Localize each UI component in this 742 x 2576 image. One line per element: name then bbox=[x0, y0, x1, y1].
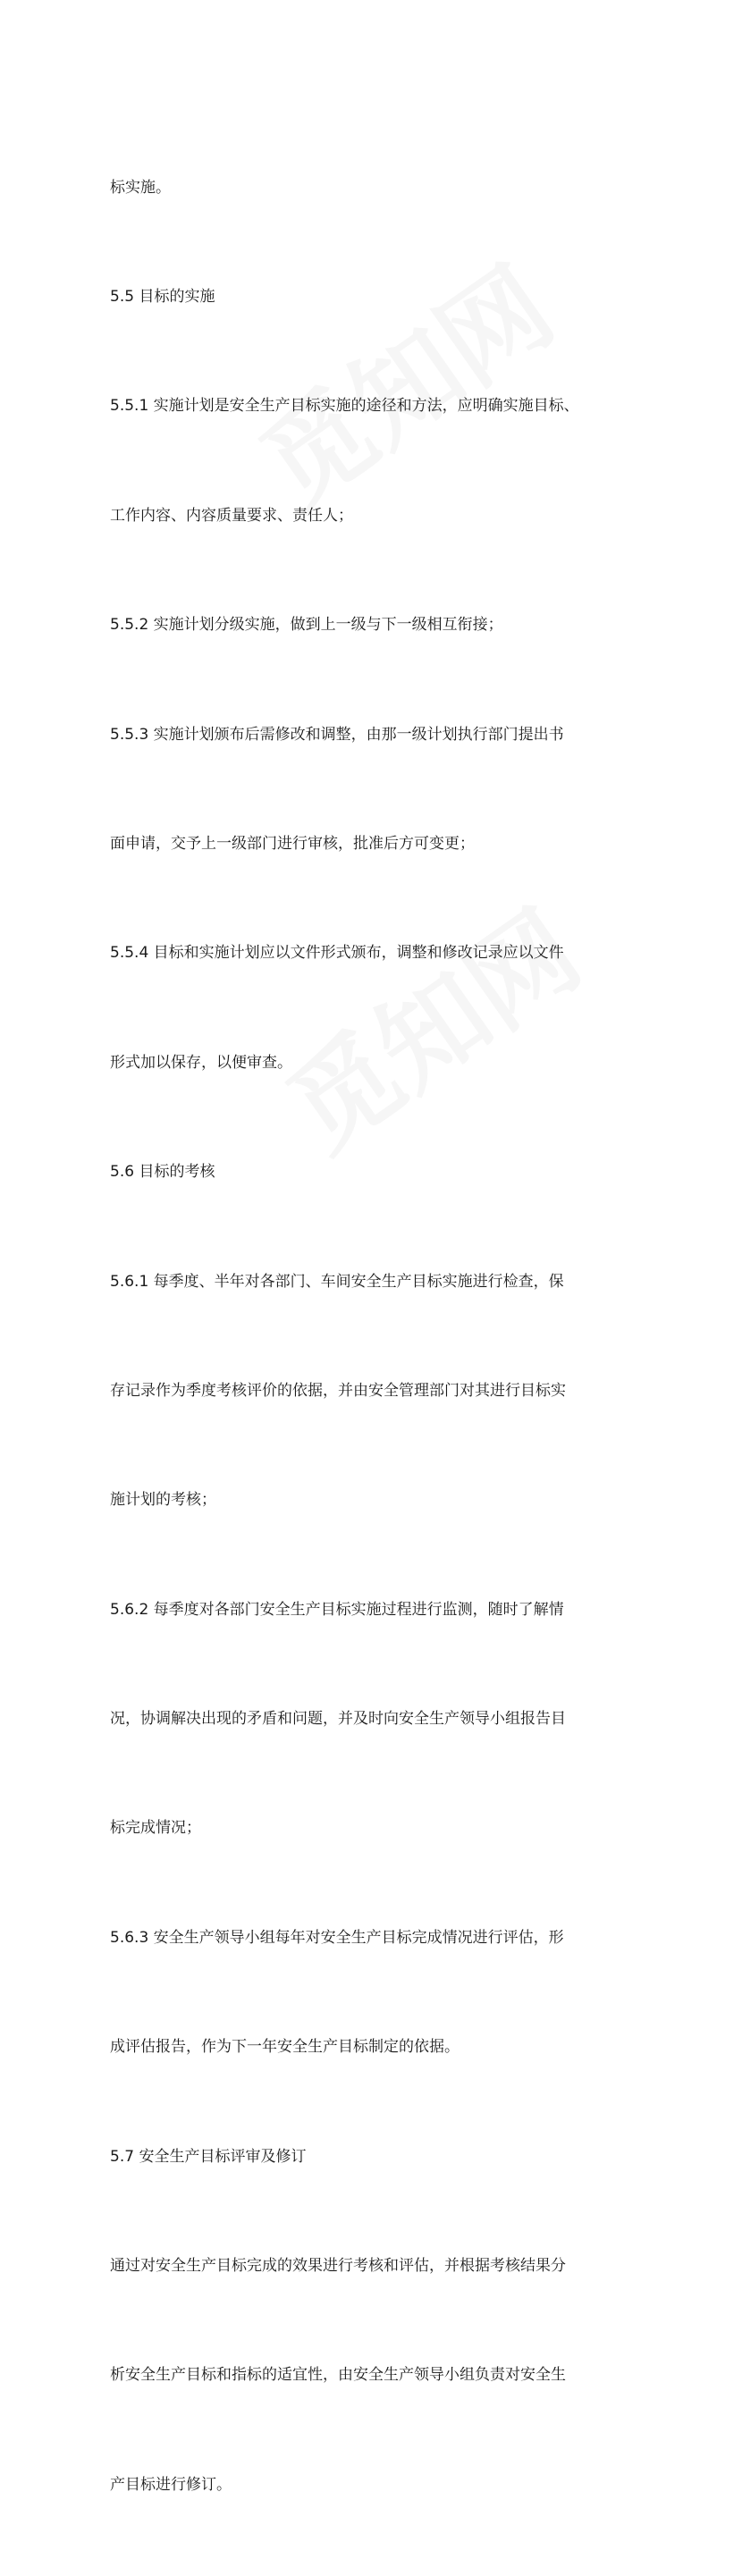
text-line: 标实施。 bbox=[110, 178, 171, 197]
text-line: 析安全生产目标和指标的适宜性，由安全生产领导小组负责对安全生 bbox=[110, 2366, 566, 2385]
text-line: 标完成情况； bbox=[110, 1819, 201, 1838]
document-text bbox=[110, 97, 637, 2576]
text-line: 5.6.3 安全生产领导小组每年对安全生产目标完成情况进行评估，形 bbox=[110, 1928, 564, 1947]
section-heading-5-5: 5.5 目标的实施 bbox=[110, 287, 215, 306]
text-line: 成评估报告，作为下一年安全生产目标制定的依据。 bbox=[110, 2038, 460, 2057]
document-body bbox=[110, 97, 637, 2576]
section-heading-5-7: 5.7 安全生产目标评审及修订 bbox=[110, 2147, 307, 2166]
text-line: 形式加以保存，以便审查。 bbox=[110, 1053, 292, 1072]
text-line: 面申请，交予上一级部门进行审核，批准后方可变更； bbox=[110, 834, 475, 853]
text-line: 通过对安全生产目标完成的效果进行考核和评估，并根据考核结果分 bbox=[110, 2257, 566, 2276]
text-line: 5.5.2 实施计划分级实施，做到上一级与下一级相互衔接； bbox=[110, 616, 503, 635]
text-line: 存记录作为季度考核评价的依据，并由安全管理部门对其进行目标实 bbox=[110, 1381, 566, 1400]
text-line: 况，协调解决出现的矛盾和问题，并及时向安全生产领导小组报告目 bbox=[110, 1710, 566, 1729]
text-line: 施计划的考核； bbox=[110, 1491, 216, 1510]
section-heading-5-6: 5.6 目标的考核 bbox=[110, 1163, 215, 1182]
text-line: 5.5.1 实施计划是安全生产目标实施的途径和方法，应明确实施目标、 bbox=[110, 397, 579, 416]
text-line: 产目标进行修订。 bbox=[110, 2475, 232, 2494]
text-line: 5.5.3 实施计划颁布后需修改和调整，由那一级计划执行部门提出书 bbox=[110, 725, 564, 744]
text-line: 工作内容、内容质量要求、责任人； bbox=[110, 506, 353, 525]
text-line: 5.5.4 目标和实施计划应以文件形式颁布，调整和修改记录应以文件 bbox=[110, 944, 564, 963]
text-line: 5.6.1 每季度、半年对各部门、车间安全生产目标实施进行检查，保 bbox=[110, 1272, 564, 1291]
text-line: 5.6.2 每季度对各部门安全生产目标实施过程进行监测，随时了解情 bbox=[110, 1600, 564, 1619]
